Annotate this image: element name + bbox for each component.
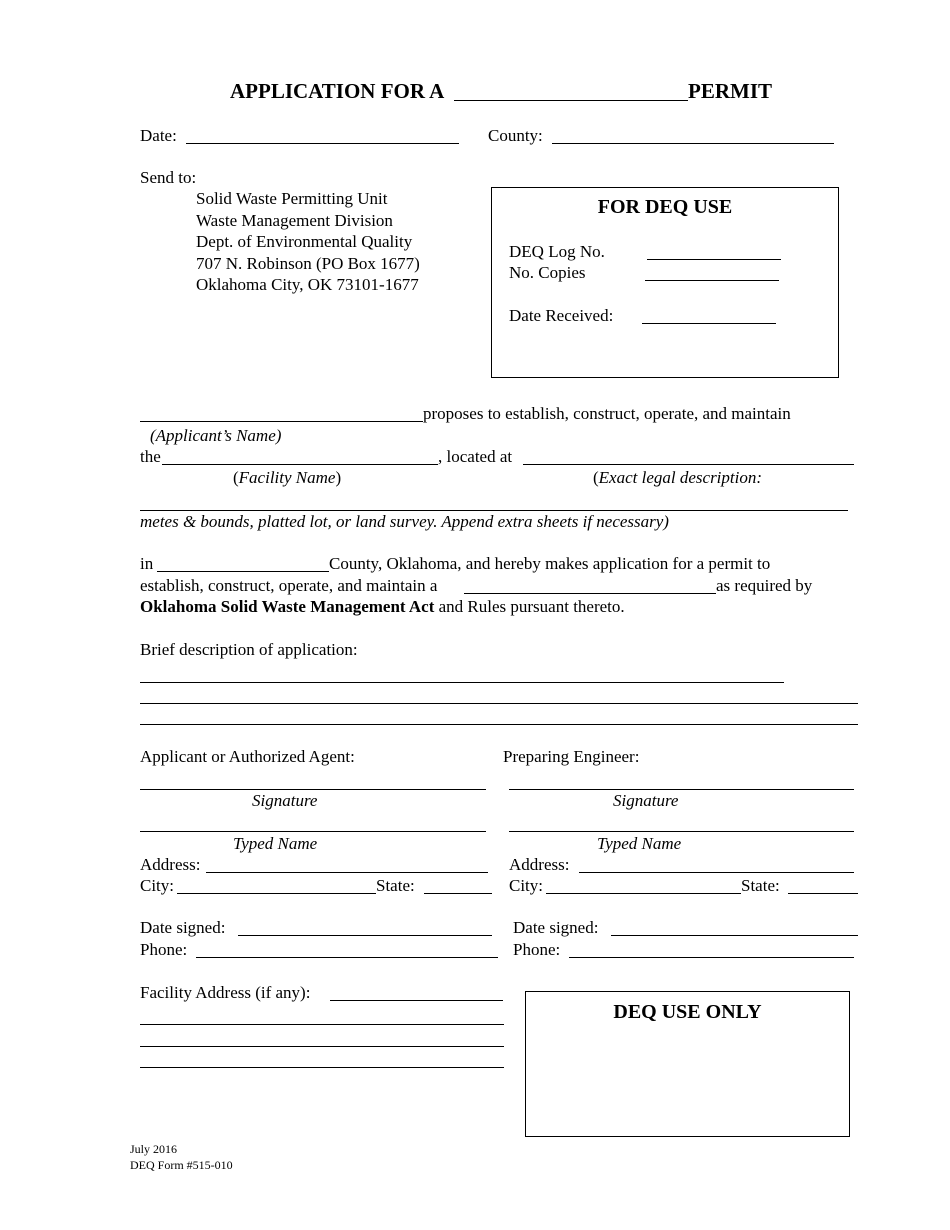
applicant-date-signed-field[interactable] (238, 935, 492, 936)
county-label: County: (488, 126, 543, 145)
legal-description-field[interactable] (140, 510, 848, 511)
establish-text: establish, construct, operate, and maintain a (140, 576, 438, 595)
proposes-text: proposes to establish, construct, operate, and maintain (423, 404, 791, 423)
date-field[interactable] (186, 143, 459, 144)
applicant-state-field[interactable] (424, 893, 492, 894)
engineer-state-field[interactable] (788, 893, 858, 894)
description-line[interactable] (140, 682, 784, 683)
date-label: Date: (140, 126, 177, 145)
send-to-line: Dept. of Environmental Quality (196, 232, 413, 251)
engineer-state-label: State: (741, 876, 780, 895)
facility-address-line[interactable] (140, 1046, 504, 1047)
facility-address-label: Facility Address (if any): (140, 983, 311, 1002)
engineer-date-signed-label: Date signed: (513, 918, 599, 937)
county-field[interactable] (552, 143, 834, 144)
applicant-address-label: Address: (140, 855, 201, 874)
footer-date: July 2016 (130, 1142, 178, 1156)
engineer-signature-field[interactable] (509, 789, 854, 790)
facility-address-line[interactable] (140, 1067, 504, 1068)
applicant-signature-field[interactable] (140, 789, 486, 790)
engineer-date-signed-field[interactable] (611, 935, 858, 936)
engineer-typed-name-field[interactable] (509, 831, 854, 832)
applicant-heading: Applicant or Authorized Agent: (140, 747, 355, 766)
title-right: PERMIT (688, 79, 772, 103)
applicant-address-field[interactable] (206, 872, 488, 873)
send-to-line: 707 N. Robinson (PO Box 1677) (196, 254, 420, 273)
title-left: APPLICATION FOR A (230, 79, 445, 103)
date-received-field[interactable] (642, 323, 776, 324)
applicant-state-label: State: (376, 876, 415, 895)
engineer-signature-caption: Signature (613, 791, 679, 810)
facility-type-field[interactable] (464, 593, 716, 594)
applicant-phone-label: Phone: (140, 940, 188, 959)
facility-name-field[interactable] (162, 464, 438, 465)
engineer-address-label: Address: (509, 855, 570, 874)
deq-log-field[interactable] (647, 259, 781, 260)
description-line[interactable] (140, 703, 858, 704)
permit-type-field[interactable] (454, 100, 688, 101)
applicant-name-caption: (Applicant’s Name) (150, 426, 282, 445)
copies-field[interactable] (645, 280, 779, 281)
engineer-typed-name-caption: Typed Name (597, 834, 682, 853)
facility-address-field[interactable] (330, 1000, 503, 1001)
act-text: Oklahoma Solid Waste Management Act and Rules pursuant thereto. (140, 597, 625, 616)
in-text: in (140, 554, 154, 573)
applicant-city-field[interactable] (177, 893, 376, 894)
send-to-label: Send to: (140, 168, 197, 187)
the-text: the (140, 447, 161, 466)
deq-use-only-box (525, 991, 850, 1137)
metes-caption: metes & bounds, platted lot, or land survey. Append extra sheets if necessary) (140, 512, 669, 531)
deq-use-only-title: DEQ USE ONLY (613, 1001, 762, 1023)
engineer-city-field[interactable] (546, 893, 741, 894)
engineer-heading: Preparing Engineer: (503, 747, 640, 766)
applicant-typed-name-caption: Typed Name (233, 834, 318, 853)
engineer-phone-label: Phone: (513, 940, 561, 959)
engineer-address-field[interactable] (579, 872, 854, 873)
description-line[interactable] (140, 724, 858, 725)
footer-form-number: DEQ Form #515-010 (130, 1158, 233, 1172)
copies-label: No. Copies (509, 263, 586, 282)
applicant-name-field[interactable] (140, 421, 423, 422)
applicant-signature-caption: Signature (252, 791, 318, 810)
engineer-phone-field[interactable] (569, 957, 854, 958)
located-at-text: , located at (438, 447, 513, 466)
date-received-label: Date Received: (509, 306, 614, 325)
county-name-field[interactable] (157, 571, 329, 572)
as-required-text: as required by (716, 576, 813, 595)
applicant-city-label: City: (140, 876, 175, 895)
engineer-city-label: City: (509, 876, 544, 895)
location-field[interactable] (523, 464, 854, 465)
applicant-phone-field[interactable] (196, 957, 498, 958)
send-to-line: Oklahoma City, OK 73101-1677 (196, 275, 419, 294)
send-to-line: Solid Waste Permitting Unit (196, 189, 388, 208)
applicant-date-signed-label: Date signed: (140, 918, 226, 937)
applicant-typed-name-field[interactable] (140, 831, 486, 832)
county-application-text: County, Oklahoma, and hereby makes application for a permit to (329, 554, 771, 573)
legal-description-caption: (Exact legal description: (593, 468, 763, 487)
facility-name-caption: (Facility Name) (233, 468, 342, 487)
for-deq-use-title: FOR DEQ USE (597, 196, 733, 218)
facility-address-line[interactable] (140, 1024, 504, 1025)
brief-description-label: Brief description of application: (140, 640, 358, 659)
deq-log-label: DEQ Log No. (509, 242, 605, 261)
for-deq-use-box (491, 187, 839, 378)
send-to-line: Waste Management Division (196, 211, 393, 230)
